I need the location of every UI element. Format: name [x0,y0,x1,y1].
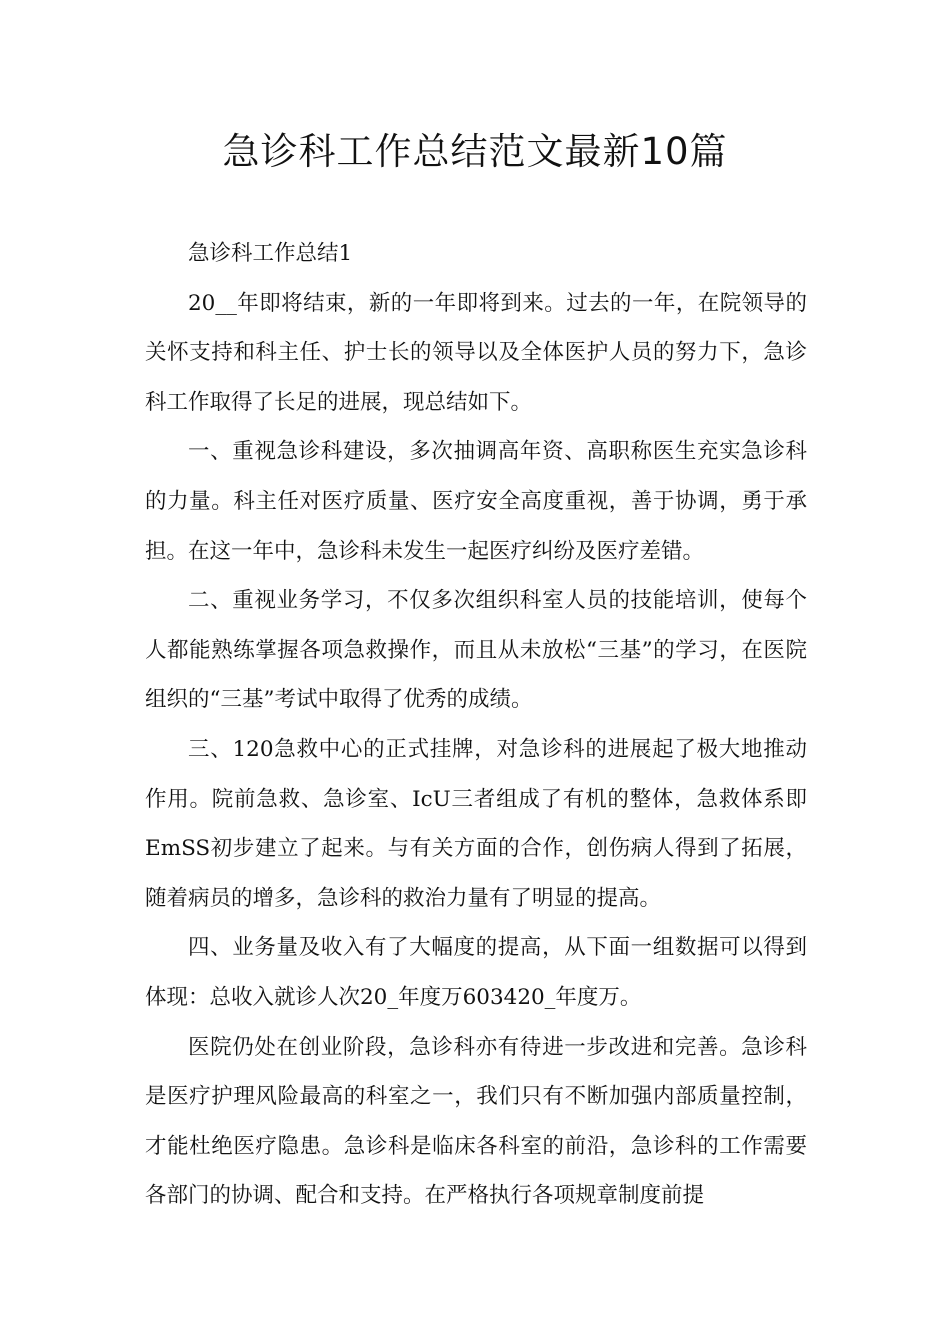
paragraph-closing: 医院仍处在创业阶段，急诊科亦有待进一步改进和完善。急诊科是医疗护理风险最高的科室之一，我们只有不断加强内部质量控制，才能杜绝医疗隐患。急诊科是临床各科室的前沿，急诊科的工作需要各部门的协调、配合和支持。在严格执行各项规章制度前提 [145,1034,807,1209]
paragraph-intro: 20__年即将结束，新的一年即将到来。过去的一年，在院领导的关怀支持和科主任、护士长的领导以及全体医护人员的努力下，急诊科工作取得了长足的进展，现总结如下。 [145,290,807,415]
document-title: 急诊科工作总结范文最新10篇 [222,130,728,173]
paragraph-item-2: 二、重视业务学习，不仅多次组织科室人员的技能培训，使每个人都能熟练掌握各项急救操作，而且从未放松“三基”的学习，在医院组织的“三基”考试中取得了优秀的成绩。 [145,588,807,713]
paragraph-item-3: 三、120急救中心的正式挂牌，对急诊科的进展起了极大地推动作用。院前急救、急诊室、IcU三者组成了有机的整体，急救体系即EmSS初步建立了起来。与有关方面的合作，创伤病人得到了拓展，随着病员的增多，急诊科的救治力量有了明显的提高。 [145,736,807,911]
document-body [145,229,807,1221]
section-heading: 急诊科工作总结1 [188,241,353,266]
paragraph-item-1: 一、重视急诊科建设，多次抽调高年资、高职称医生充实急诊科的力量。科主任对医疗质量、医疗安全高度重视，善于协调，勇于承担。在这一年中，急诊科未发生一起医疗纠纷及医疗差错。 [145,439,807,564]
paragraph-item-4: 四、业务量及收入有了大幅度的提高，从下面一组数据可以得到体现：总收入就诊人次20_年度万603420_年度万。 [145,935,807,1010]
